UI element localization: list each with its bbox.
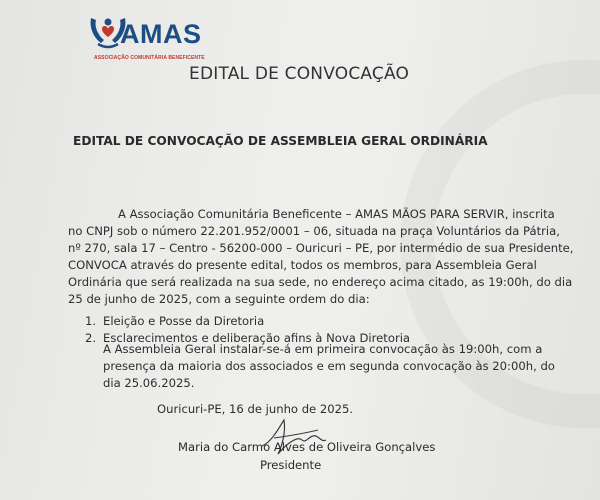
page-title: EDITAL DE CONVOCAÇÃO xyxy=(189,64,410,84)
signatory-name: Maria do Carmo Alves de Oliveira Gonçalves xyxy=(178,440,436,454)
installation-line: presença da maioria dos associados e em segunda convocação às 20:00h, do xyxy=(103,359,555,373)
document-subtitle: EDITAL DE CONVOCAÇÃO DE ASSEMBLEIA GERAL ORDINÁRIA xyxy=(73,134,488,148)
place-date: Ouricuri-PE, 16 de junho de 2025. xyxy=(157,402,354,416)
paragraph-line: Ordinária que será realizada na sua sede, no endereço acima citado, as 19:00h, do dia xyxy=(68,275,573,289)
amas-logo xyxy=(88,12,228,61)
paragraph-line: no CNPJ sob o número 22.201.952/0001 – 06, situada na praça Voluntários da Pátria, xyxy=(68,224,560,238)
agenda-item-number: 1. xyxy=(85,314,97,328)
logo-name: AMAS xyxy=(120,19,202,49)
agenda-item-number: 2. xyxy=(85,331,97,345)
agenda-item-text: Eleição e Posse da Diretoria xyxy=(103,314,265,328)
paragraph-line: A Associação Comunitária Beneficente – AMAS MÃOS PARA SERVIR, inscrita xyxy=(118,207,555,221)
installation-line: A Assembleia Geral instalar-se-á em primeira convocação às 19:00h, com a xyxy=(103,342,543,356)
signatory-role: Presidente xyxy=(260,458,322,472)
paragraph-line: CONVOCA através do presente edital, todos os membros, para Assembleia Geral xyxy=(68,258,537,272)
agenda-item xyxy=(85,314,264,328)
paragraph-line: nº 270, sala 17 – Centro - 56200-000 – Ouricuri – PE, por intermédio de sua Presidente, xyxy=(68,241,574,255)
paragraph-line: 25 de junho de 2025, com a seguinte ordem do dia: xyxy=(68,292,370,306)
agenda-item-text: Esclarecimentos e deliberação afins à Nova Diretoria xyxy=(103,331,411,345)
installation-line: dia 25.06.2025. xyxy=(103,376,195,390)
logo-subtitle: ASSOCIAÇÃO COMUNITÁRIA BENEFICENTE xyxy=(94,55,205,61)
